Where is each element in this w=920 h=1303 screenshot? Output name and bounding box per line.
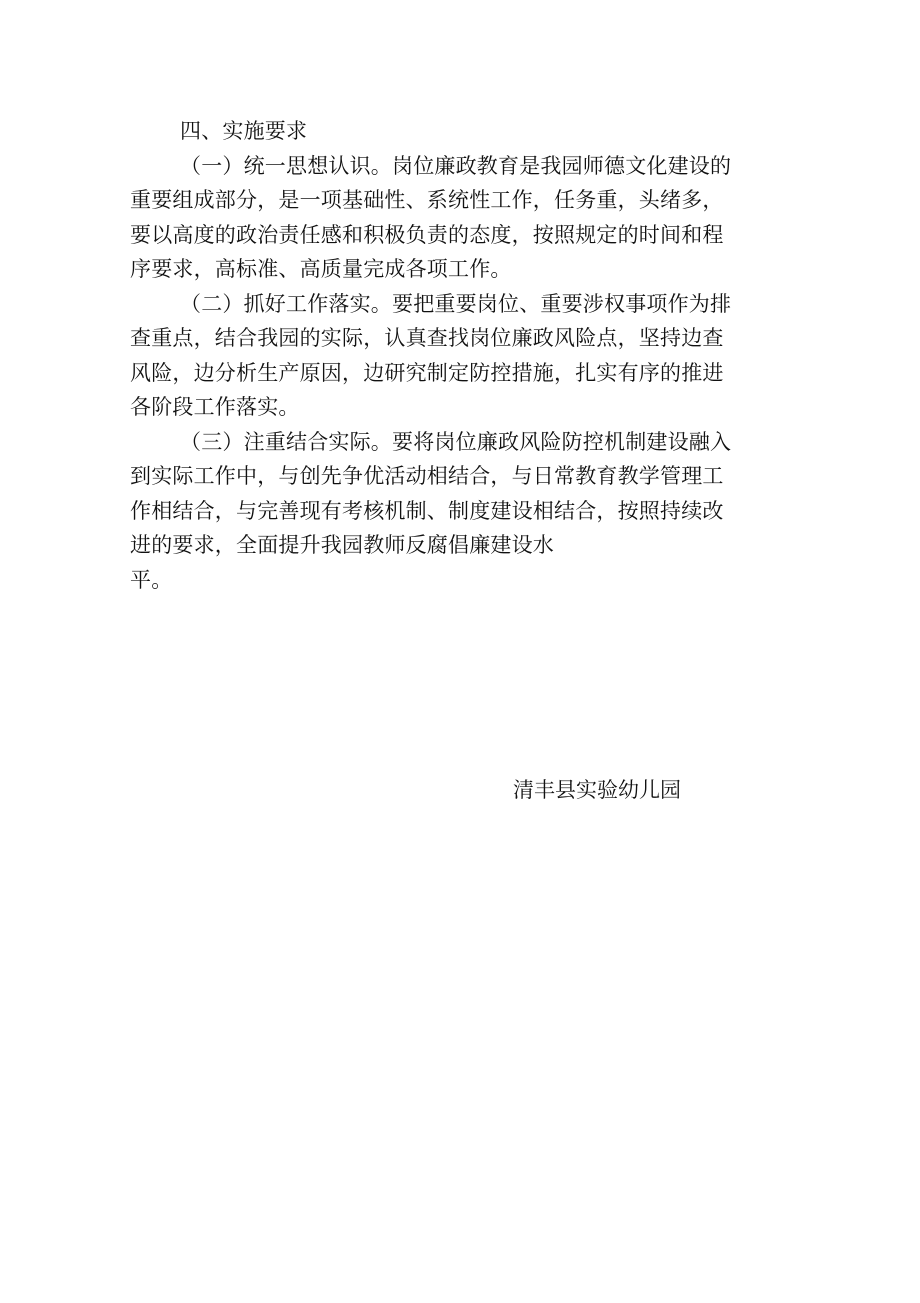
paragraph-line: 查重点，结合我园的实际，认真查找岗位廉政风险点，坚持边查 (130, 326, 724, 350)
paragraph-line: 平。 (130, 567, 173, 592)
paragraph-3 (130, 425, 770, 598)
paragraph-line: （三）注重结合实际。要将岗位廉政风险防控机制建设融入 (180, 429, 732, 454)
paragraph-1 (130, 149, 770, 287)
paragraph-line: 序要求，高标准、高质量完成各项工作。 (130, 257, 512, 281)
paragraph-line: 风险，边分析生产原因，边研究制定防控措施，扎实有序的推进 (130, 360, 724, 385)
paragraph-line: 各阶段工作落实。 (130, 395, 300, 419)
paragraph-line: （二）抓好工作落实。要把重要岗位、重要涉权事项作为排 (180, 291, 732, 316)
paragraph-2 (130, 287, 770, 425)
paragraph-line: 作相结合，与完善现有考核机制、制度建设相结合，按照持续改 (130, 498, 724, 523)
document-body (130, 114, 770, 597)
organization-signature: 清丰县实验幼儿园 (513, 778, 681, 802)
paragraph-line: 重要组成部分，是一项基础性、系统性工作，任务重，头绪多， (130, 188, 724, 212)
paragraph-line: 要以高度的政治责任感和积极负责的态度，按照规定的时间和程 (130, 222, 724, 247)
paragraph-line: （一）统一思想认识。岗位廉政教育是我园师德文化建设的 (180, 153, 732, 178)
paragraph-line: 进的要求，全面提升我园教师反腐倡廉建设水 (130, 533, 554, 557)
paragraph-line: 到实际工作中，与创先争优活动相结合，与日常教育教学管理工 (130, 464, 724, 488)
section-heading: 四、实施要求 (180, 119, 308, 143)
